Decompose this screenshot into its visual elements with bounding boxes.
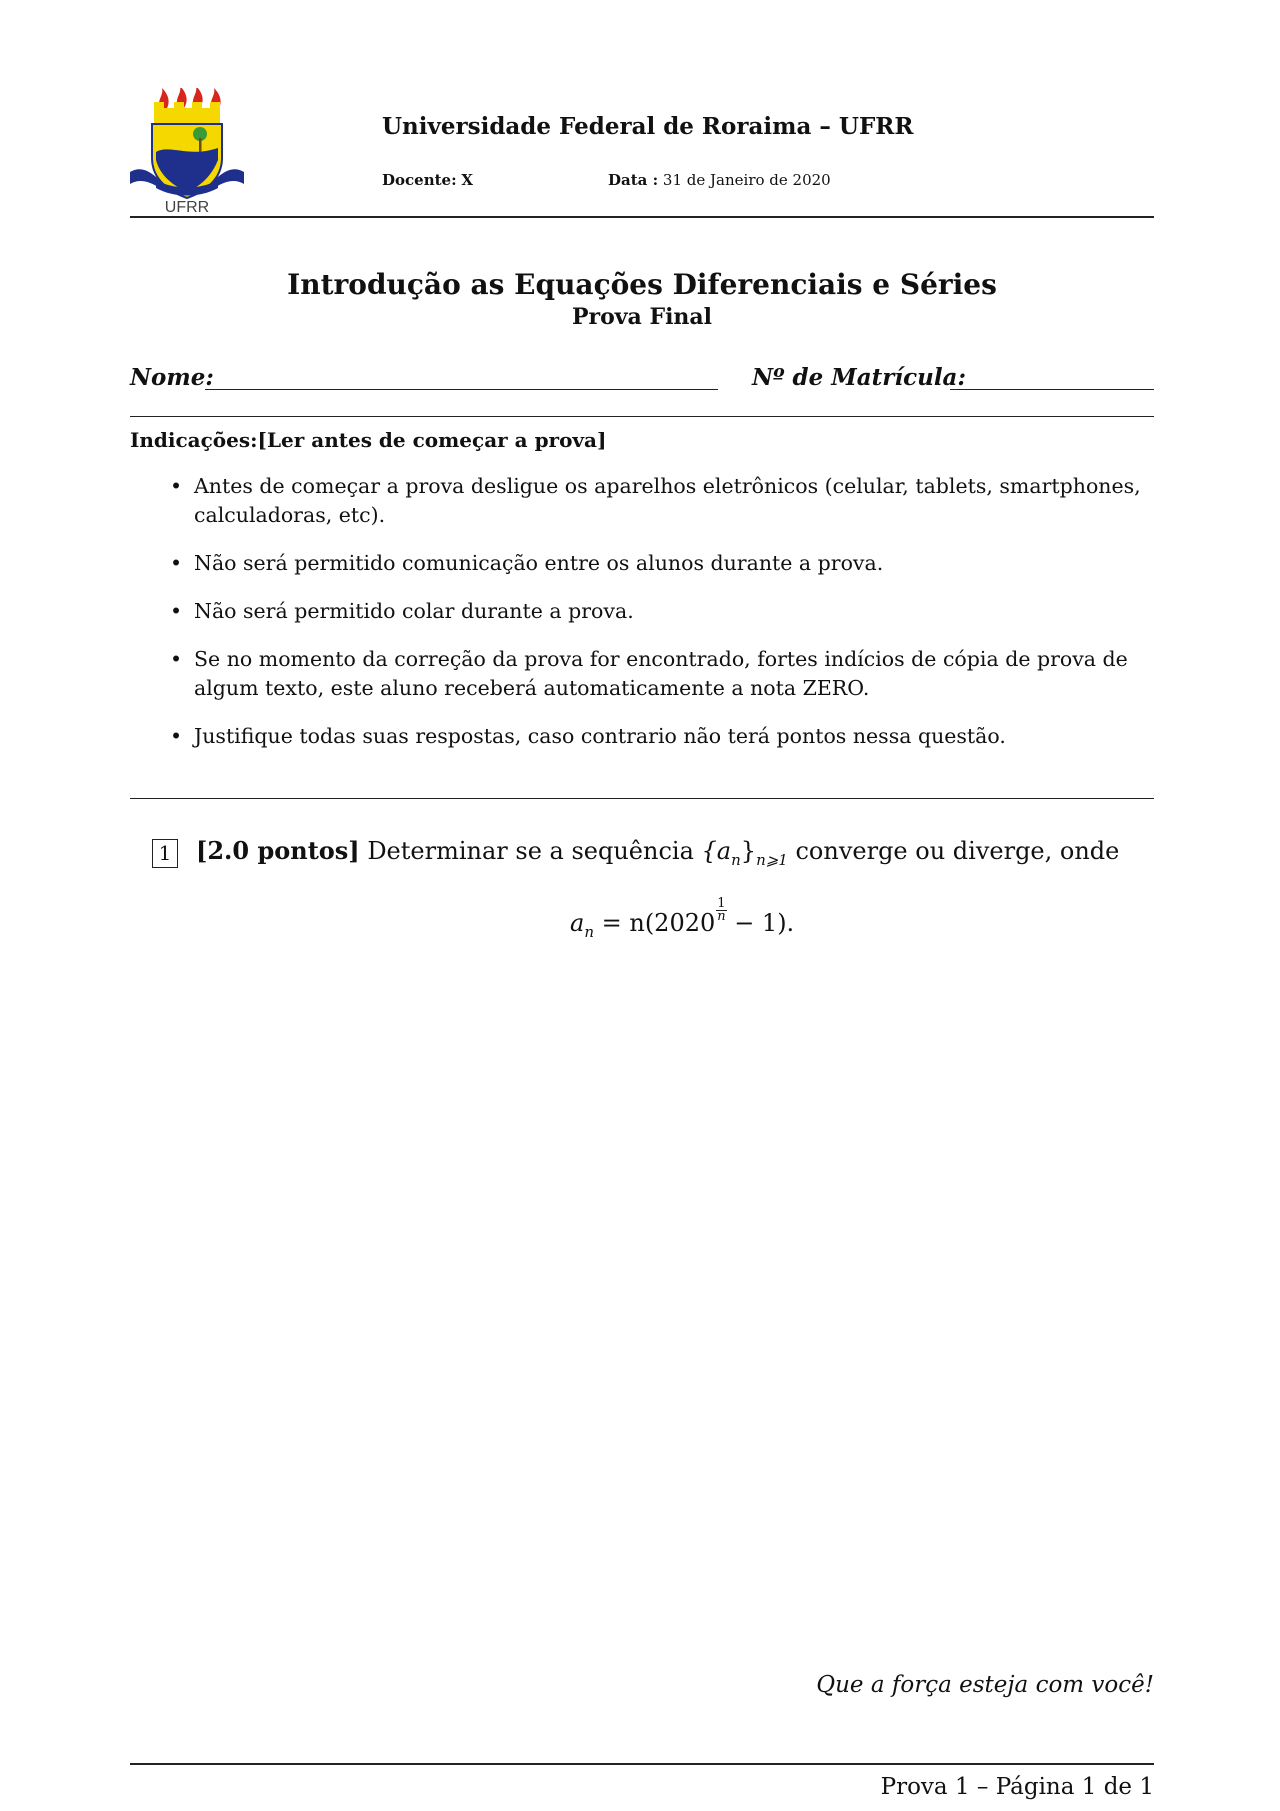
question-number: 1 bbox=[152, 839, 178, 868]
docente-value: X bbox=[461, 171, 474, 189]
date-value: 31 de Janeiro de 2020 bbox=[662, 171, 831, 189]
docente-label: Docente: bbox=[382, 171, 457, 189]
list-item: • Se no momento da correção da prova for encontrado, fortes indícios de cópia de prova de algum texto, este aluno receberá automaticamente a nota ZERO. bbox=[170, 647, 1128, 700]
page-title: Introdução as Equações Diferenciais e Séries bbox=[287, 268, 997, 301]
list-item: • Não será permitido colar durante a prova. bbox=[170, 599, 634, 623]
name-field[interactable] bbox=[205, 389, 718, 390]
section-divider bbox=[130, 416, 1154, 417]
motto: Que a força esteja com você! bbox=[816, 1672, 1154, 1698]
list-item-text: Se no momento da correção da prova for encontrado, fortes indícios de cópia de prova de algum texto, este aluno receberá automaticamente a nota ZERO. bbox=[194, 647, 1128, 700]
list-item-text: Não será permitido comunicação entre os alunos durante a prova. bbox=[194, 551, 884, 575]
formula: $a_n = n(2020$ $\frac{1}{n}$ − 1). bbox=[570, 896, 795, 941]
question-text bbox=[196, 836, 1119, 869]
ufrr-logo-icon bbox=[130, 88, 244, 214]
question-outro: converge ou diverge, onde bbox=[795, 837, 1120, 865]
logo-text: UFRR bbox=[164, 199, 210, 214]
date-label: Data : bbox=[608, 171, 659, 189]
exponent-fraction: $\frac{1}{n}$ bbox=[717, 896, 726, 924]
list-item: • Não será permitido comunicação entre os alunos durante a prova. bbox=[170, 551, 884, 575]
list-item: • Antes de começar a prova desligue os aparelhos eletrônicos (celular, tablets, smartphones, calculadoras, etc). bbox=[170, 474, 1141, 527]
page-subtitle: Prova Final bbox=[571, 304, 713, 330]
page-footer: Prova 1 – Página 1 de 1 bbox=[880, 1774, 1154, 1800]
docente bbox=[382, 171, 473, 189]
instructions-list bbox=[168, 472, 1158, 770]
matricula-field[interactable] bbox=[950, 389, 1154, 390]
footer-divider bbox=[130, 1763, 1154, 1765]
header-divider bbox=[130, 216, 1154, 218]
name-label: Nome: bbox=[130, 364, 214, 391]
exam-date bbox=[608, 171, 831, 189]
question-intro: Determinar se a sequência bbox=[367, 837, 694, 865]
list-item-text: Não será permitido colar durante a prova. bbox=[194, 599, 634, 623]
university-name: Universidade Federal de Roraima – UFRR bbox=[382, 113, 914, 140]
list-item: • Justifique todas suas respostas, caso contrario não terá pontos nessa questão. bbox=[170, 724, 1006, 748]
list-item-text: Antes de começar a prova desligue os aparelhos eletrônicos (celular, tablets, smartphones, calculadoras, etc). bbox=[194, 474, 1141, 527]
instructions-title: Indicações:[Ler antes de começar a prova] bbox=[130, 428, 607, 452]
sequence-symbol: $\{a_n\}_{n⩾1}$ bbox=[701, 837, 788, 869]
question-points: [2.0 pontos] bbox=[196, 836, 360, 865]
instructions-divider bbox=[130, 798, 1154, 799]
matricula-label: Nº de Matrícula: bbox=[752, 364, 966, 391]
list-item-text: Justifique todas suas respostas, caso contrario não terá pontos nessa questão. bbox=[194, 724, 1006, 748]
